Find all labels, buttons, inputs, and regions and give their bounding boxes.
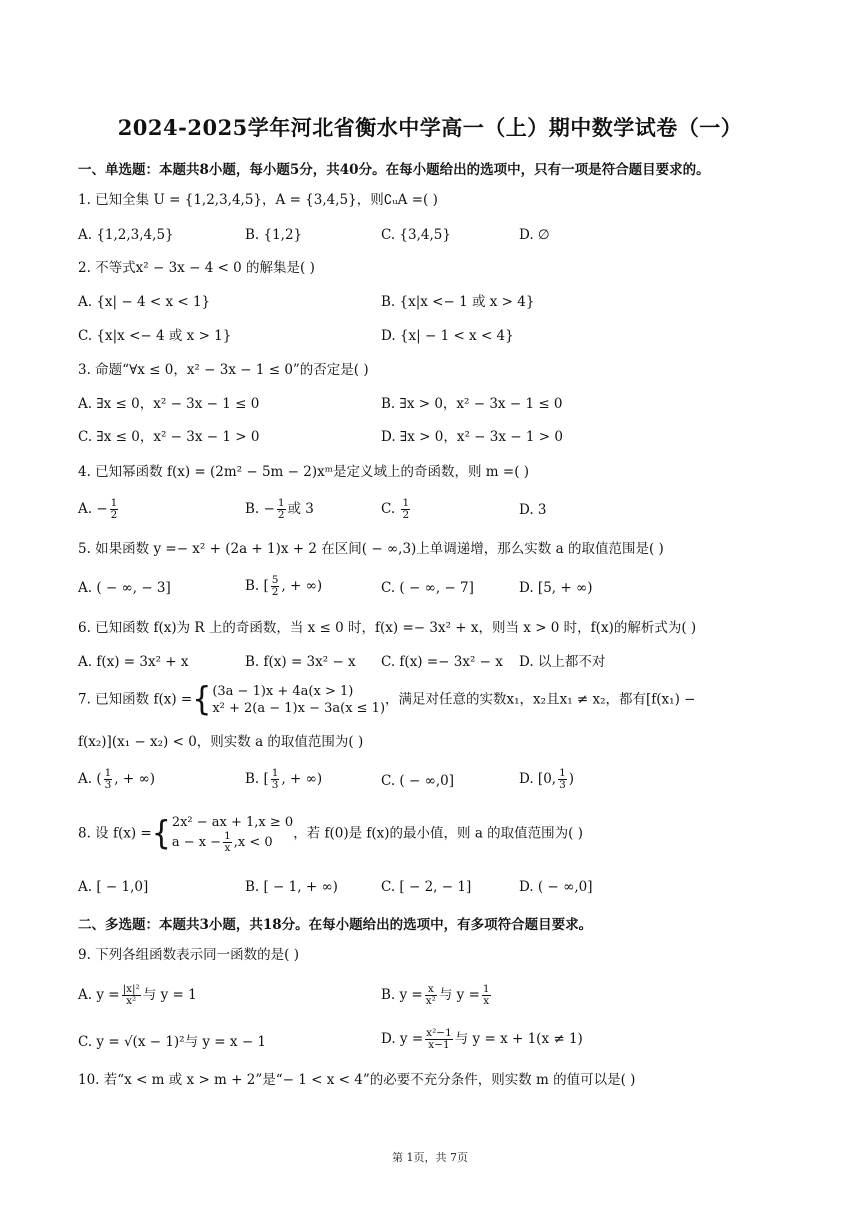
question-9-option-d: [381, 1028, 583, 1051]
section-multiple-choice-heading: 二、多选题：本题共3小题，共18分。在每小题给出的选项中，有多项符合题目要求。: [78, 917, 593, 933]
question-4-option-c: [381, 498, 412, 521]
numerator: x²−1: [426, 1027, 452, 1039]
denominator: 2: [110, 509, 118, 521]
denominator: x−1: [428, 1039, 450, 1051]
option-label: C.: [381, 501, 400, 517]
option-text: 或 3: [287, 501, 314, 517]
denominator: x²: [425, 995, 436, 1007]
option-label: B. [: [245, 771, 269, 787]
case-2-suffix: ,x < 0: [233, 835, 273, 850]
question-6-stem: 6. 已知函数 f(x)为 R 上的奇函数，当 x ≤ 0 时，f(x) =− 3x² + x，则当 x > 0 时，f(x)的解析式为( ): [78, 620, 697, 636]
question-4-option-a: [78, 498, 120, 521]
question-3-option-a: A. ∃x ≤ 0，x² − 3x − 1 ≤ 0: [78, 396, 260, 412]
question-4-stem: 4. 已知幂函数 f(x) = (2m² − 5m − 2)xᵐ是定义域上的奇函数，则 m =( ): [78, 464, 530, 480]
numerator: 1: [104, 767, 112, 779]
stem-suffix: ，若 f(0)是 f(x)的最小值，则 a 的取值范围为( ): [293, 825, 583, 842]
question-2-option-c: C. {x|x <− 4 或 x > 1}: [78, 328, 232, 344]
question-9-option-b: [381, 984, 493, 1007]
option-text: 与 y = 1: [142, 987, 197, 1003]
numerator: 1: [224, 830, 231, 842]
numerator: 1: [110, 497, 118, 509]
option-label: B. −: [245, 501, 275, 517]
question-3-stem: 3. 命题“∀x ≤ 0，x² − 3x − 1 ≤ 0”的否定是( ): [78, 362, 369, 378]
fraction: [271, 768, 280, 791]
denominator: 3: [104, 779, 112, 791]
denominator: 3: [271, 779, 279, 791]
question-7-option-c: C. ( − ∞,0]: [381, 773, 454, 789]
question-8-option-b: B. [ − 1, + ∞): [245, 879, 338, 895]
fraction: [271, 575, 280, 598]
question-6-option-a: A. f(x) = 3x² + x: [78, 654, 189, 670]
question-9-stem: 9. 下列各组函数表示同一函数的是( ): [78, 947, 299, 963]
fraction: [122, 984, 141, 1007]
question-5-stem: 5. 如果函数 y =− x² + (2a + 1)x + 2 在区间( − ∞,3)上单调递增，那么实数 a 的取值范围是( ): [78, 541, 664, 557]
question-3-option-d: D. ∃x > 0，x² − 3x − 1 > 0: [381, 429, 563, 445]
option-label: A. (: [78, 771, 102, 787]
question-8-option-a: A. [ − 1,0]: [78, 879, 149, 895]
question-6-option-b: B. f(x) = 3x² − x: [245, 654, 356, 670]
question-4-option-b: [245, 498, 314, 521]
exam-title: 2024-2025学年河北省衡水中学高一（上）期中数学试卷（一）: [117, 115, 743, 140]
option-text: , + ∞): [114, 771, 155, 787]
question-8-option-d: D. ( − ∞,0]: [519, 879, 593, 895]
fraction: [277, 498, 286, 521]
numerator: 1: [402, 497, 410, 509]
fraction: [104, 768, 113, 791]
question-1-option-c: C. {3,4,5}: [381, 227, 451, 243]
question-5-option-b: [245, 575, 322, 598]
denominator: x: [483, 995, 490, 1007]
denominator: 3: [559, 779, 566, 791]
stem-prefix: 8. 设 f(x) =: [78, 825, 152, 842]
section-single-choice-heading: 一、单选题：本题共8小题，每小题5分，共40分。在每小题给出的选项中，只有一项是符合题目要求的。: [78, 162, 710, 178]
numerator: |x|²: [122, 983, 140, 995]
fraction: [425, 1028, 453, 1051]
option-label: A. −: [78, 501, 108, 517]
numerator: 1: [277, 497, 285, 509]
fraction: [110, 498, 119, 521]
question-8-stem: [78, 814, 583, 854]
question-8-option-c: C. [ − 2, − 1]: [381, 879, 472, 895]
option-text: , + ∞): [281, 771, 323, 787]
piecewise-cases: [172, 814, 293, 854]
numerator: 5: [271, 574, 279, 586]
option-label: A. y =: [78, 987, 120, 1003]
question-2-stem: 2. 不等式x² − 3x − 4 < 0 的解集是( ): [78, 260, 315, 276]
question-5-option-d: D. [5, + ∞): [519, 580, 593, 596]
question-6-option-d: D. 以上都不对: [519, 654, 606, 670]
option-label: D. y =: [381, 1031, 424, 1047]
question-9-option-a: [78, 984, 197, 1007]
left-brace: {: [192, 680, 212, 719]
question-3-option-b: B. ∃x > 0，x² − 3x − 1 ≤ 0: [381, 396, 563, 412]
fraction: [401, 498, 410, 521]
question-10-stem: 10. 若“x < m 或 x > m + 2”是“− 1 < x < 4”的必要不充分条件，则实数 m 的值可以是( ): [78, 1072, 636, 1088]
question-7-option-b: [245, 768, 322, 791]
denominator: 2: [277, 509, 285, 521]
question-2-option-d: D. {x| − 1 < x < 4}: [381, 328, 514, 344]
option-text: ): [568, 771, 575, 787]
case-1: 2x² − ax + 1,x ≥ 0: [171, 815, 294, 830]
question-1-stem: 1. 已知全集 U = {1,2,3,4,5}，A = {3,4,5}，则∁ᵤA =( ): [78, 192, 438, 208]
option-label: B. [: [245, 578, 269, 594]
case-1: (3a − 1)x + 4a(x > 1): [212, 684, 354, 699]
question-5-option-a: A. ( − ∞, − 3]: [78, 580, 171, 596]
question-4-option-d: D. 3: [519, 502, 547, 518]
option-text: , + ∞): [281, 578, 323, 594]
question-1-option-d: D. ∅: [519, 227, 550, 243]
numerator: 1: [559, 767, 566, 779]
question-9-option-c: C. y = √(x − 1)²与 y = x − 1: [78, 1034, 267, 1050]
question-1-option-a: A. {1,2,3,4,5}: [78, 227, 174, 243]
option-text: 与 y =: [438, 987, 480, 1003]
fraction: [482, 984, 491, 1007]
fraction: [425, 984, 437, 1007]
case-2: x² + 2(a − 1)x − 3a(x ≤ 1): [212, 701, 386, 716]
case-2: [172, 831, 293, 854]
case-2-prefix: a − x −: [171, 835, 222, 850]
numerator: 1: [271, 767, 279, 779]
numerator: 1: [482, 983, 490, 995]
question-3-option-c: C. ∃x ≤ 0，x² − 3x − 1 > 0: [78, 429, 260, 445]
piecewise-cases: [212, 683, 385, 717]
stem-suffix: ，满足对任意的实数x₁，x₂且x₁ ≠ x₂，都有[f(x₁) −: [385, 691, 696, 708]
question-6-option-c: C. f(x) =− 3x² − x: [381, 654, 503, 670]
question-5-option-c: C. ( − ∞, − 7]: [381, 580, 474, 596]
question-7-stem-line-2: f(x₂)](x₁ − x₂) < 0，则实数 a 的取值范围为( ): [78, 734, 364, 750]
denominator: x²: [126, 995, 137, 1007]
option-label: B. y =: [381, 987, 423, 1003]
fraction: [223, 831, 232, 854]
denominator: 2: [402, 509, 410, 521]
option-text: 与 y = x + 1(x ≠ 1): [454, 1031, 583, 1047]
fraction: [558, 768, 567, 791]
denominator: x: [224, 842, 231, 854]
question-7-option-a: [78, 768, 155, 791]
question-1-option-b: B. {1,2}: [245, 227, 303, 243]
option-label: D. [0,: [519, 771, 557, 787]
question-7-option-d: [519, 768, 574, 791]
left-brace: {: [151, 814, 171, 853]
stem-prefix: 7. 已知函数 f(x) =: [78, 691, 193, 708]
page-footer: 第 1页，共 7页: [392, 1151, 468, 1164]
question-2-option-b: B. {x|x <− 1 或 x > 4}: [381, 294, 535, 310]
question-2-option-a: A. {x| − 4 < x < 1}: [78, 294, 211, 310]
denominator: 2: [271, 586, 279, 598]
question-7-stem: [78, 680, 696, 719]
numerator: x: [425, 984, 437, 996]
